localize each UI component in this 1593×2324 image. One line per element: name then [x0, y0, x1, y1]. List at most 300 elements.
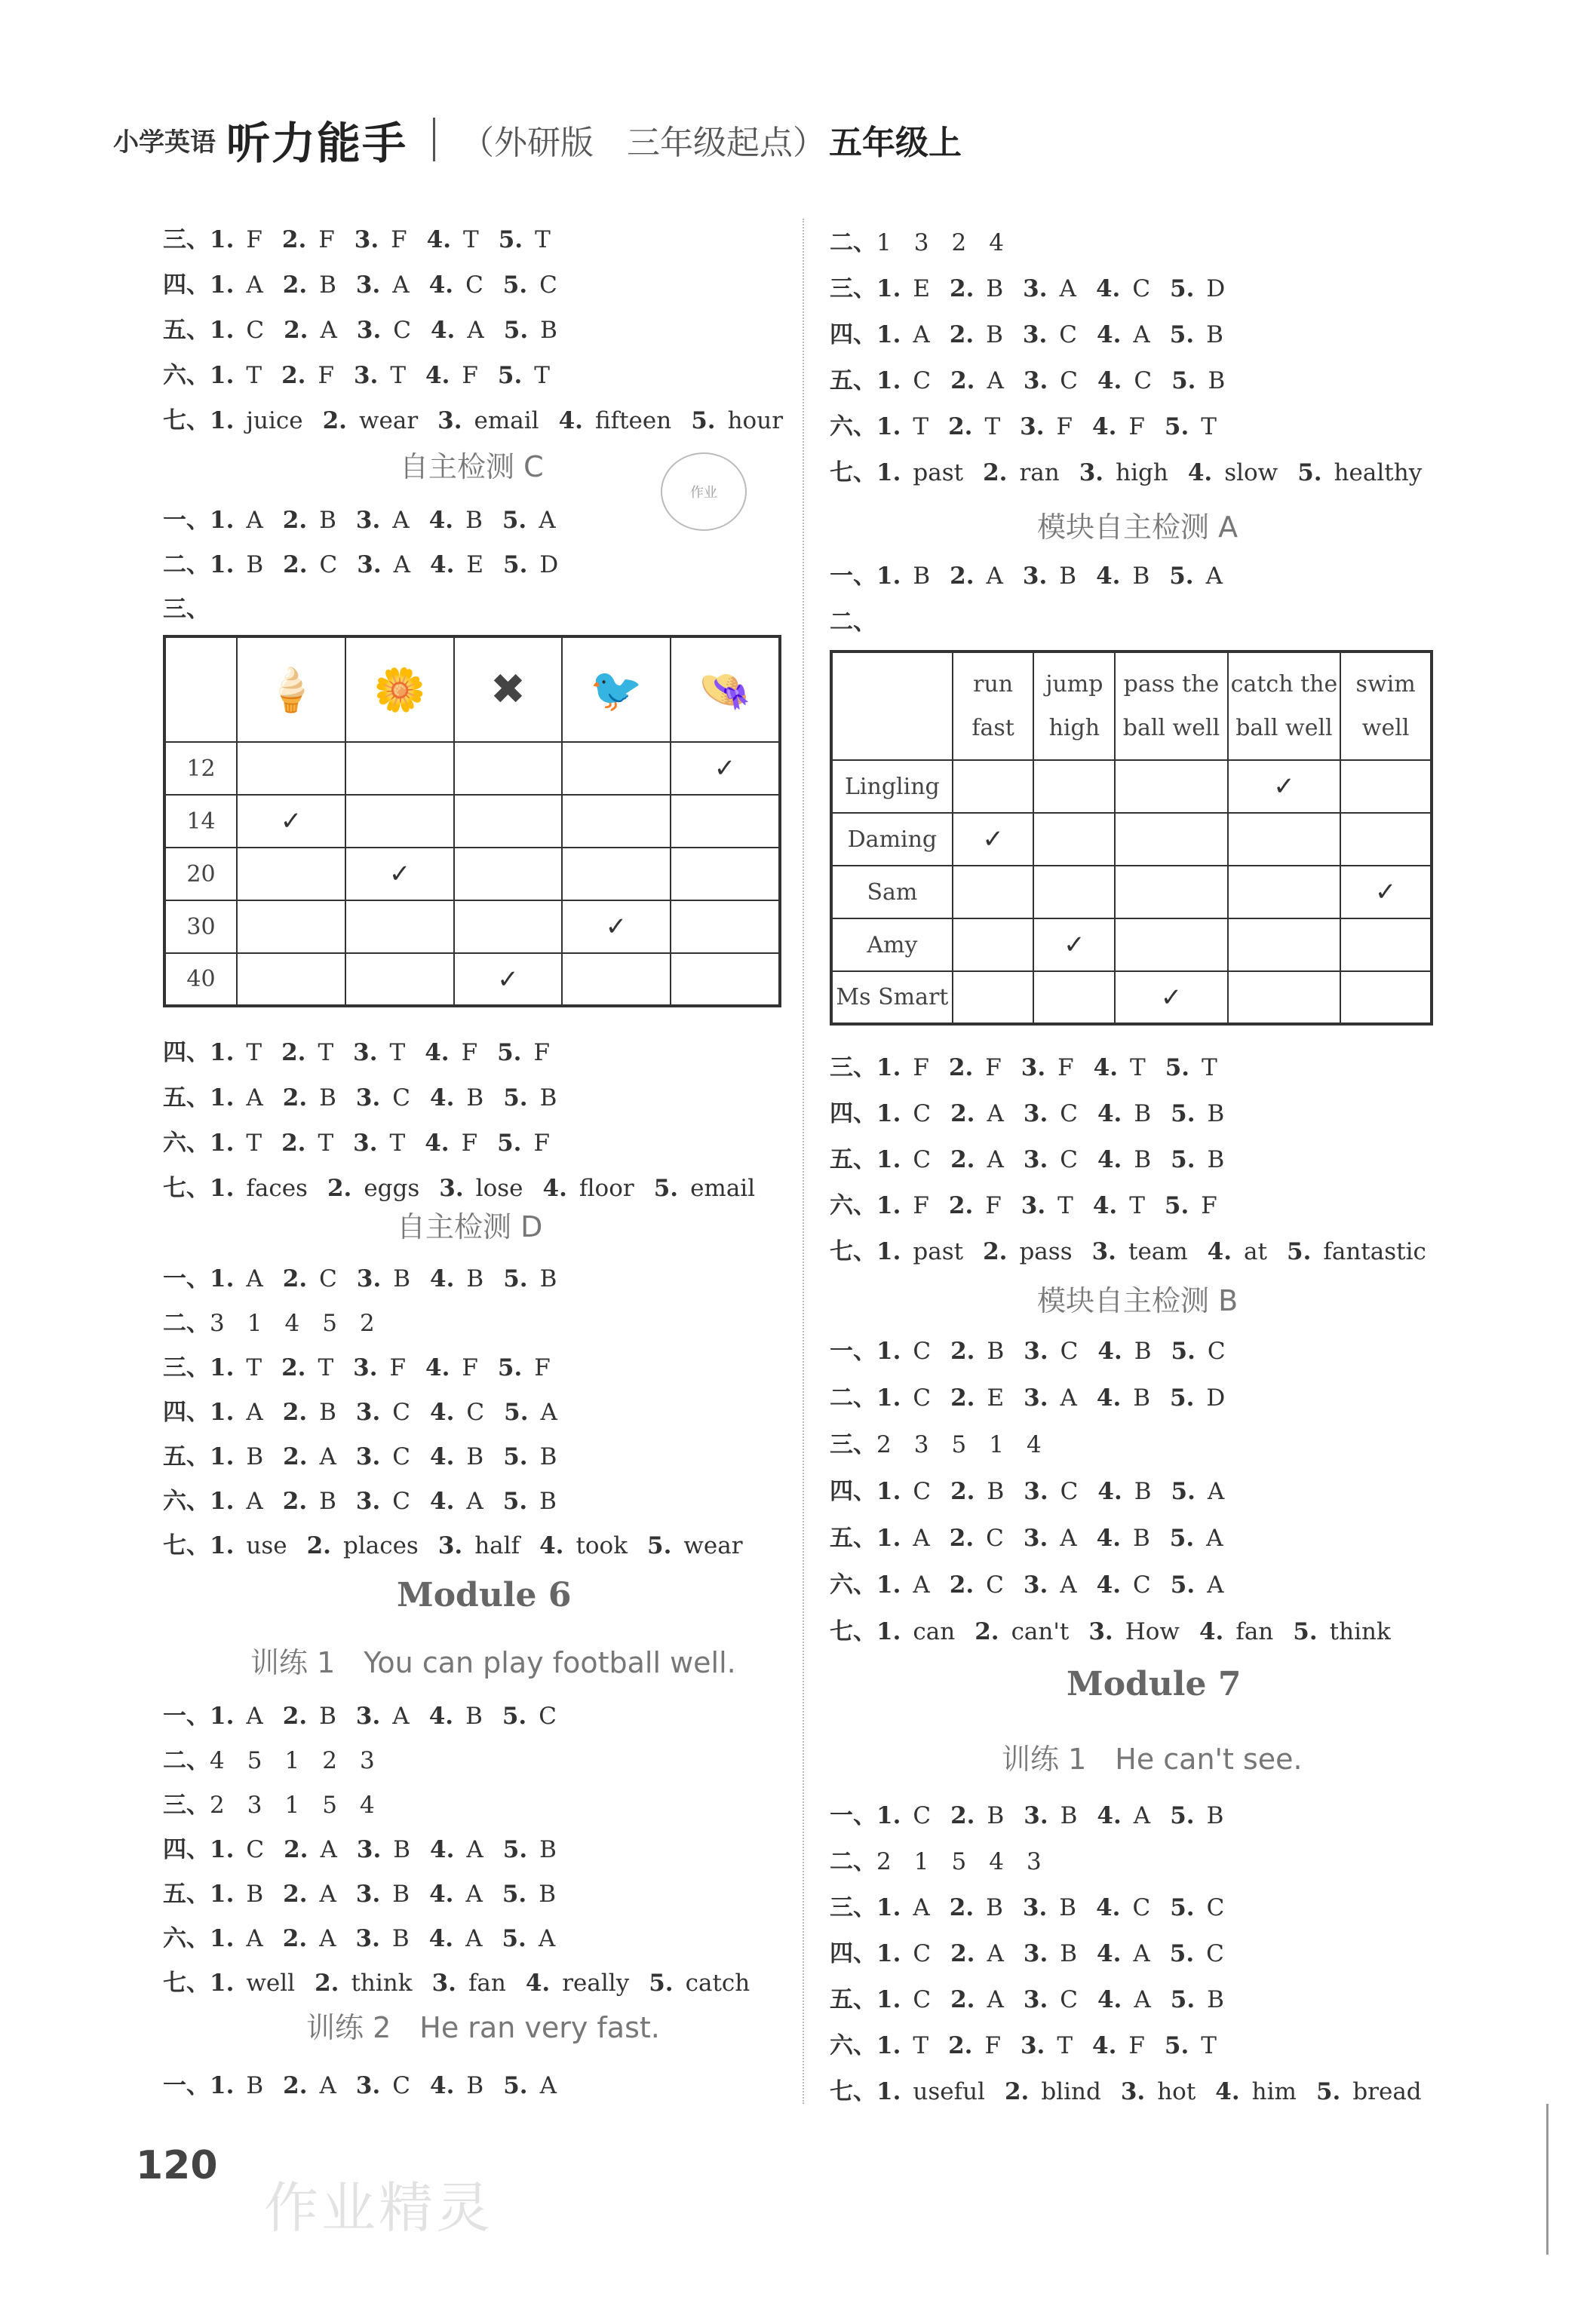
table-cell [1340, 760, 1432, 813]
answer-item [502, 1925, 575, 1952]
item-number: 3. [1120, 2078, 1146, 2105]
item-answer: C [1060, 1100, 1078, 1127]
item-answer: F [984, 2032, 1001, 2059]
item-number: 1. [210, 1130, 235, 1157]
answer-line [830, 1612, 1410, 1646]
item-number: 3. [355, 1488, 381, 1515]
answer-line [163, 1348, 570, 1382]
answer-line [830, 1472, 1244, 1506]
order-number: 4 [1026, 1431, 1042, 1458]
item-answer: A [539, 2072, 557, 2099]
check-icon: ✓ [714, 753, 736, 783]
answer-item [429, 507, 502, 534]
item-number: 3. [1023, 1986, 1048, 2013]
table-cell [454, 953, 562, 1006]
item-number: 3. [431, 1970, 456, 1997]
item-number: 2. [948, 413, 973, 440]
item-answer: A [987, 1940, 1004, 1967]
item-number: 5. [1170, 1571, 1196, 1599]
part-label: 六、 [163, 1488, 210, 1515]
answer-item [504, 1399, 577, 1426]
item-answer: blind [1041, 2078, 1101, 2105]
item-number: 4. [558, 407, 583, 434]
item-answer: B [466, 1443, 484, 1470]
item-answer: A [320, 1836, 337, 1863]
row-label: 12 [164, 742, 237, 795]
answer-item [876, 2032, 948, 2059]
table-cell [671, 848, 780, 900]
item-number: 4. [1096, 1525, 1122, 1552]
item-answer: F [1128, 413, 1145, 440]
item-number: 2. [327, 1175, 352, 1202]
answer-item [210, 1970, 315, 1997]
item-number: 1. [210, 507, 235, 534]
activity-header-cell [1340, 652, 1432, 760]
item-answer: past [913, 459, 964, 486]
module-7-title: Module 7 [1067, 1665, 1242, 1703]
answer-line [163, 1526, 763, 1560]
check-icon: ✓ [280, 806, 302, 836]
answer-item [430, 1488, 503, 1515]
answer-line [830, 223, 1027, 257]
item-answer: T [463, 226, 479, 253]
item-answer: B [539, 1265, 557, 1292]
item-number: 3. [1091, 1238, 1116, 1265]
item-answer: A [1133, 321, 1150, 348]
item-number: 4. [1096, 1384, 1122, 1412]
item-answer: T [246, 1130, 262, 1157]
item-number: 3. [355, 271, 381, 299]
item-answer: C [539, 1703, 557, 1730]
table-cell [454, 742, 562, 795]
answer-item [1171, 367, 1245, 394]
answer-item [210, 1836, 284, 1863]
item-number: 2. [282, 1703, 308, 1730]
item-number: 2. [983, 459, 1008, 486]
answer-table-c [163, 635, 781, 1007]
picture-header-cell [237, 636, 345, 742]
order-sequence [876, 1848, 1064, 1875]
item-number: 3. [355, 1925, 380, 1952]
order-number: 2 [210, 1792, 225, 1819]
item-number: 1. [210, 317, 235, 344]
answer-item [283, 271, 356, 299]
item-answer: B [1134, 1338, 1152, 1365]
answer-line [830, 1519, 1243, 1553]
order-number: 3 [247, 1792, 262, 1819]
item-answer: use [246, 1532, 287, 1559]
answer-item [283, 2072, 356, 2099]
activity-header-cell [953, 652, 1034, 760]
answer-item [1208, 1238, 1287, 1265]
item-number: 5. [1171, 1100, 1196, 1127]
item-number: 4. [428, 1703, 454, 1730]
item-number: 5. [503, 2072, 528, 2099]
table-cell [562, 742, 671, 795]
answer-line [830, 2072, 1441, 2106]
item-answer: past [913, 1238, 964, 1265]
item-number: 1. [210, 1881, 235, 1908]
item-answer: B [319, 1488, 336, 1515]
item-number: 3. [355, 1881, 381, 1908]
item-answer: C [466, 1399, 485, 1426]
item-answer: B [1060, 1802, 1078, 1829]
item-answer: A [319, 1925, 336, 1952]
item-number: 4. [1097, 1338, 1122, 1365]
item-number: 5. [503, 317, 529, 344]
item-answer: A [540, 1399, 557, 1426]
table-cell [1115, 760, 1227, 813]
item-answer: T [1201, 2032, 1217, 2059]
item-answer: T [390, 362, 407, 389]
item-answer: well [246, 1970, 296, 1997]
item-answer: B [465, 1703, 483, 1730]
item-number: 1. [876, 1940, 901, 1967]
item-number: 4. [1092, 1192, 1118, 1219]
check-icon: ✓ [1160, 982, 1183, 1013]
picture-header-cell [454, 636, 562, 742]
part-label: 一、 [163, 1703, 210, 1730]
item-answer: B [466, 1084, 484, 1111]
training-2-title: 训练 2 He ran very fast. [306, 2011, 660, 2044]
item-number: 1. [210, 2072, 235, 2099]
item-answer: C [246, 317, 265, 344]
answer-item [1097, 1100, 1171, 1127]
item-number: 5. [504, 1399, 529, 1426]
item-answer: him [1251, 2078, 1297, 2105]
answer-item [430, 1443, 503, 1470]
answer-item [876, 1986, 950, 2013]
item-number: 3. [1023, 1146, 1048, 1173]
item-number: 4. [428, 271, 454, 299]
table-row [164, 848, 780, 900]
item-answer: A [1133, 1940, 1150, 1967]
answer-item [353, 1354, 425, 1381]
part-label: 七、 [830, 2078, 876, 2105]
header-text: run [973, 670, 1014, 698]
item-answer: B [987, 1338, 1005, 1365]
order-sequence [210, 1792, 397, 1819]
item-number: 2. [950, 1940, 975, 1967]
answer-item [539, 1532, 647, 1559]
part-label: 一、 [163, 2072, 210, 2099]
item-answer: email [690, 1175, 756, 1202]
answer-item [1088, 1618, 1199, 1645]
section-title-module-a: 模块自主检测 A [1037, 510, 1238, 544]
item-answer: C [913, 1146, 932, 1173]
item-answer: B [1059, 563, 1077, 590]
answer-line [163, 1033, 569, 1067]
item-number: 3. [1022, 1894, 1048, 1921]
part-label: 五、 [830, 1146, 876, 1173]
answer-item [327, 1175, 439, 1202]
item-answer: A [538, 1925, 556, 1952]
answer-item [210, 2072, 283, 2099]
answer-item [1023, 275, 1096, 302]
item-number: 2. [948, 1192, 974, 1219]
answer-item [876, 1384, 950, 1412]
table-cell [237, 742, 345, 795]
item-answer: ran [1019, 459, 1060, 486]
answer-item [283, 1265, 357, 1292]
item-answer: hot [1157, 2078, 1196, 2105]
item-number: 2. [950, 1478, 975, 1505]
item-answer: B [466, 2072, 484, 2099]
item-answer: F [985, 1192, 1002, 1219]
answer-item [949, 1192, 1021, 1219]
answer-item [284, 1836, 357, 1863]
order-number: 1 [247, 1310, 262, 1337]
item-answer: T [389, 1130, 406, 1157]
answer-item [950, 1894, 1023, 1921]
answer-item [430, 1836, 503, 1863]
item-number: 4. [1096, 1894, 1121, 1921]
answer-line [830, 1186, 1237, 1220]
answer-item [1171, 1571, 1244, 1599]
item-answer: A [1060, 1571, 1077, 1599]
item-answer: A [987, 1986, 1004, 2013]
part-label: 五、 [163, 317, 210, 344]
answer-item [948, 413, 1020, 440]
answer-item [357, 551, 430, 578]
answer-item [876, 1571, 950, 1599]
item-answer: C [1060, 1338, 1079, 1365]
answer-item [430, 1265, 503, 1292]
item-number: 4. [1199, 1618, 1224, 1645]
answer-item [210, 1399, 283, 1426]
table-cell [1340, 813, 1432, 866]
item-number: 3. [353, 1354, 378, 1381]
item-number: 5. [1170, 1802, 1195, 1829]
item-number: 3. [1022, 563, 1048, 590]
part-label: 五、 [830, 1525, 876, 1552]
item-answer: B [1208, 367, 1226, 394]
item-answer: T [1130, 1054, 1146, 1081]
item-answer: A [913, 1525, 930, 1552]
item-number: 4. [430, 551, 455, 578]
watermark: 作业精灵 [264, 2176, 494, 2240]
order-number: 4 [284, 1310, 300, 1337]
part-label: 一、 [830, 563, 876, 590]
order-number: 1 [913, 1848, 929, 1875]
item-number: 5. [1287, 1238, 1312, 1265]
table-cell [1033, 918, 1115, 971]
row-label: Ms Smart [831, 971, 953, 1024]
item-number: 1. [210, 1399, 235, 1426]
item-number: 5. [1171, 1338, 1196, 1365]
answer-item [1021, 1192, 1093, 1219]
answer-item [1170, 1894, 1244, 1921]
item-number: 3. [1023, 367, 1048, 394]
answer-line [163, 1875, 576, 1909]
answer-item [983, 459, 1079, 486]
answer-item [283, 1399, 356, 1426]
row-label: 40 [164, 953, 237, 1006]
item-number: 3. [355, 1443, 381, 1470]
answer-item [1021, 1054, 1094, 1081]
item-number: 3. [355, 507, 381, 534]
item-answer: C [1207, 1338, 1226, 1365]
table-row [831, 813, 1432, 866]
item-answer: fifteen [594, 407, 672, 434]
row-label: Daming [831, 813, 953, 866]
answer-item [1097, 1571, 1171, 1599]
answer-item [425, 1039, 497, 1066]
answer-item [1171, 1100, 1244, 1127]
item-number: 5. [1169, 1525, 1195, 1552]
item-answer: F [1128, 2032, 1145, 2059]
item-answer: B [1133, 1384, 1151, 1412]
item-answer: team [1128, 1238, 1188, 1265]
item-number: 1. [210, 1084, 235, 1111]
item-answer: F [246, 226, 262, 253]
answer-item [283, 1703, 356, 1730]
item-number: 2. [281, 226, 307, 253]
column-divider [803, 219, 806, 2104]
answer-line [830, 1796, 1243, 1830]
answer-item [210, 1039, 281, 1066]
item-answer: D [539, 551, 559, 578]
item-number: 3. [1023, 1100, 1048, 1127]
item-number: 2. [950, 1146, 975, 1173]
answer-line [830, 1048, 1237, 1082]
item-number: 5. [1170, 1986, 1196, 2013]
answer-item [210, 1881, 283, 1908]
item-number: 3. [1022, 321, 1048, 348]
answer-item [504, 317, 577, 344]
table-cell [1115, 866, 1227, 918]
item-answer: A [987, 367, 1004, 394]
answer-item [876, 1054, 949, 1081]
training-1-title: 训练 1 He can't see. [1002, 1743, 1303, 1776]
item-number: 2. [950, 563, 975, 590]
item-number: 1. [210, 551, 235, 578]
item-number: 4. [1097, 1802, 1122, 1829]
answer-item [353, 1130, 425, 1157]
row-label: Amy [831, 918, 953, 971]
table-cell [953, 813, 1034, 866]
item-number: 1. [876, 2032, 901, 2059]
answer-item [429, 271, 503, 299]
table-cell [1115, 813, 1227, 866]
item-number: 1. [210, 1488, 235, 1515]
header-text: well [1361, 714, 1410, 741]
answer-line [830, 602, 876, 636]
part-label: 二、 [163, 551, 210, 578]
answer-item [1097, 1478, 1171, 1505]
answer-item [876, 1238, 983, 1265]
answer-item [876, 1338, 950, 1365]
answer-item [356, 271, 429, 299]
answer-line [163, 311, 577, 345]
item-answer: B [246, 2072, 264, 2099]
answer-item [543, 1175, 654, 1202]
answer-line [830, 1425, 1064, 1459]
part-label: 二、 [830, 229, 876, 256]
answer-item [1024, 1986, 1097, 2013]
row-label: 14 [164, 795, 237, 848]
part-label: 三、 [163, 226, 210, 253]
answer-item [876, 1618, 975, 1645]
item-number: 4. [426, 226, 452, 253]
answer-item [1097, 1525, 1170, 1552]
item-answer: C [1060, 1146, 1078, 1173]
part-label: 六、 [163, 1130, 210, 1157]
table-cell [454, 795, 562, 848]
item-number: 1. [876, 1100, 901, 1127]
item-number: 4. [1097, 1986, 1122, 2013]
answer-item [502, 1703, 576, 1730]
table-cell [1033, 813, 1115, 866]
answer-item [281, 1354, 353, 1381]
answer-item [356, 507, 429, 534]
item-answer: B [986, 275, 1004, 302]
answer-line [163, 1919, 575, 1953]
item-answer: B [986, 1894, 1003, 1921]
item-number: 1. [876, 321, 901, 348]
item-answer: can [913, 1618, 956, 1645]
answer-item [210, 1130, 281, 1157]
item-answer: F [462, 1354, 478, 1381]
item-answer: F [913, 1192, 929, 1219]
item-number: 4. [1097, 321, 1122, 348]
item-answer: A [392, 271, 410, 299]
check-icon: ✓ [497, 964, 519, 995]
order-number: 4 [989, 1848, 1004, 1875]
item-answer: C [913, 1100, 932, 1127]
order-number: 1 [989, 1431, 1004, 1458]
item-answer: B [539, 1881, 556, 1908]
hat-icon: 👒 [698, 665, 751, 715]
order-number: 1 [284, 1747, 300, 1774]
answer-item [210, 362, 281, 389]
part-label: 七、 [830, 1238, 876, 1265]
item-number: 3. [353, 362, 379, 389]
item-number: 5. [1164, 413, 1189, 440]
answer-line [830, 1934, 1244, 1968]
order-number: 2 [951, 229, 967, 256]
order-number: 2 [359, 1310, 375, 1337]
table-row [831, 971, 1432, 1024]
answer-item [649, 1970, 769, 1997]
answer-item [876, 1940, 950, 1967]
answer-line [163, 220, 570, 254]
answer-item [1165, 413, 1236, 440]
item-answer: C [393, 317, 411, 344]
item-number: 4. [1096, 1571, 1122, 1599]
item-number: 5. [502, 1836, 528, 1863]
item-answer: F [533, 1130, 550, 1157]
item-number: 2. [283, 1881, 308, 1908]
answer-line [163, 501, 576, 535]
item-answer: useful [913, 2078, 985, 2105]
answer-line [830, 1980, 1244, 2014]
part-label: 五、 [830, 367, 876, 394]
answer-item [1171, 1338, 1245, 1365]
item-answer: B [393, 1836, 411, 1863]
item-answer: fantastic [1323, 1238, 1426, 1265]
answer-line [163, 1482, 576, 1516]
item-number: 4. [1207, 1238, 1232, 1265]
activity-header-cell [1228, 652, 1341, 760]
item-answer: C [913, 1986, 932, 2013]
item-number: 4. [1097, 1100, 1122, 1127]
item-number: 2. [950, 275, 975, 302]
item-number: 5. [1170, 275, 1195, 302]
answer-item [1093, 1192, 1165, 1219]
answer-item [1097, 1146, 1171, 1173]
row-label: Sam [831, 866, 953, 918]
